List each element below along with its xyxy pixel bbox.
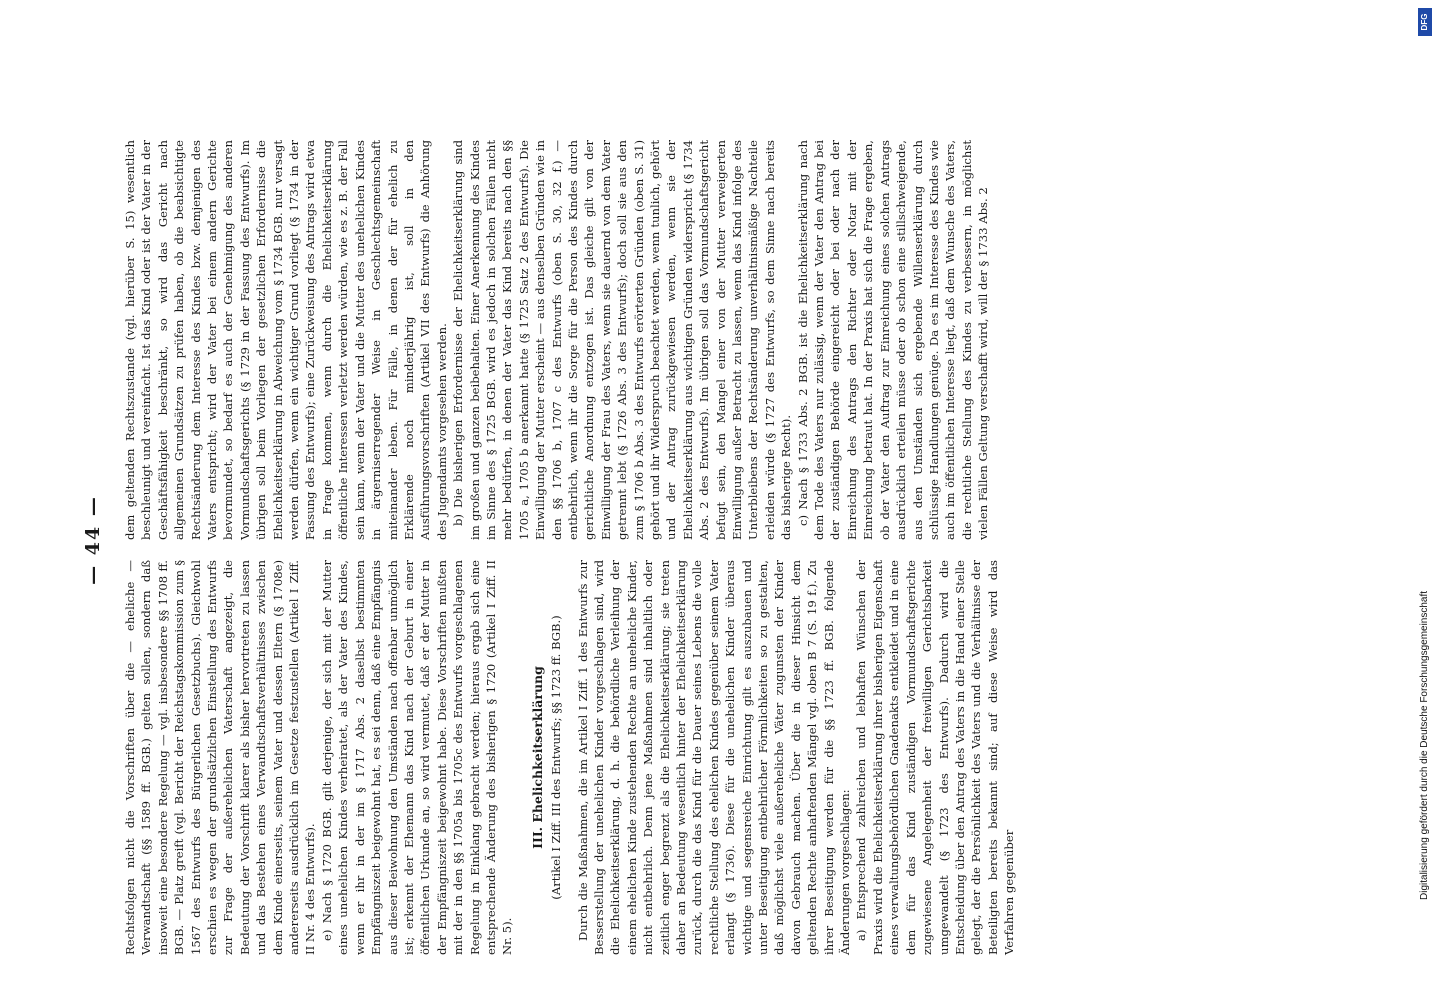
credit-text: Digitalisierung gefördert durch die Deutsche Forschungsgemeinschaft xyxy=(1419,590,1430,900)
paragraph: Rechtsfolgen nicht die Vorschriften über die — eheliche — Verwandtschaft (§§ 1589 ff. BGB.) gelten sollen, sondern daß insoweit eine besondere Regelung — vgl. insbesondere §§ 1708 ff. BGB. — Platz greift (vgl. Bericht der Reichstagskommission zum § 1567 des Entwurfs des Bürgerlichen Gesetzbuchs). Gleichwohl erschien es wegen der grundsätzlichen Einstellung des Entwurfs zur Frage der außerehelichen Vaterschaft angezeigt, die Bedeutung der Vorschrift klarer als bisher hervortreten zu lassen und das Bestehen eines Verwandtschaftsverhältnisses zwischen dem Kinde einerseits, seinem Vater und dessen Eltern (§ 1708e) andererseits ausdrücklich im Gesetze festzustellen (Artikel I Ziff. II Nr. 4 des Entwurfs). xyxy=(123,560,318,955)
paragraph: e) Nach § 1720 BGB. gilt derjenige, der sich mit der Mutter eines unehelichen Kindes verheiratet, als der Vater des Kindes, wenn er ihr in der im § 1717 Abs. 2 daselbst bestimmten Empfängniszeit beigewohnt hat, es sei denn, daß eine Empfängnis aus dieser Beiwohnung den Umständen nach offenbar unmöglich ist; erkennt der Ehemann das Kind nach der Geburt in einer öffentlichen Urkunde an, so wird vermutet, daß er der Mutter in der Empfängniszeit beigewohnt habe. Diese Vorschriften mußten mit der in den §§ 1705a bis 1705c des Entwurfs vorgeschlagenen Regelung in Einklang gebracht werden; hieraus ergab sich eine entsprechende Änderung des bisherigen § 1720 (Artikel I Ziff. II Nr. 5). xyxy=(319,560,515,955)
right-column xyxy=(122,140,991,540)
dfg-logo-text: DFG xyxy=(1420,13,1429,31)
paragraph: c) Nach § 1733 Abs. 2 BGB. ist die Ehelichkeitserklärung nach dem Tode des Vaters nur zulässig, wenn der Vater den Antrag bei der zuständigen Behörde eingereicht oder bei oder nach der Einreichung des Antrags den Richter oder Notar mit der Einreichung betraut hat. In der Praxis hat sich die Frage ergeben, ob der Vater den Auftrag zur Einreichung eines solchen Antrags ausdrücklich erteilen müsse oder ob schon eine stillschweigende, aus den Umständen sich ergebende Willenserklärung durch schlüssige Handlungen genüge. Da es im Interesse des Kindes wie auch im öffentlichen Interesse liegt, daß dem Wunsche des Vaters, die rechtliche Stellung des Kindes zu verbessern, in möglichst vielen Fällen Geltung verschafft wird, will der § 1733 Abs. 2 xyxy=(795,140,991,540)
paragraph: b) Die bisherigen Erfordernisse der Ehelichkeitserklärung sind im großen und ganzen beibehalten. Einer Anerkennung des Kindes im Sinne des § 1725 BGB. wird es jedoch in solchen Fällen nicht mehr bedürfen, in denen der Vater das Kind bereits nach den §§ 1705 a, 1705 b anerkannt hatte (§ 1725 Satz 2 des Entwurfs). Die Einwilligung der Mutter erscheint — aus denselben Gründen wie in den §§ 1706 b, 1707 c des Entwurfs (oben S. 30, 32 f.) — entbehrlich, wenn ihr die Sorge für die Person des Kindes durch gerichtliche Anordnung entzogen ist. Das gleiche gilt von der Einwilligung der Frau des Vaters, wenn sie dauernd von dem Vater getrennt lebt (§ 1726 Abs. 3 des Entwurfs); doch soll sie aus den zum § 1706 b Abs. 3 des Entwurfs erörterten Gründen (oben S. 31) gehört und ihr Widerspruch beachtet werden, wenn tunlich, gehört und der Antrag zurückgewiesen werden, wenn sie der Ehelichkeitserklärung aus wichtigen Gründen widerspricht (§ 1734 Abs. 2 des Entwurfs). Im übrigen soll das Vormundschaftsgericht befugt sein, den Mangel einer von der Mutter verweigerten Einwilligung außer Betracht zu lassen, wenn das Kind infolge des Unterbleibens der Rechtsänderung unverhältnismäßige Nachteile erleiden würde (§ 1727 des Entwurfs, so dem Sinne nach bereits das bisherige Recht). xyxy=(451,140,794,540)
dfg-logo xyxy=(1418,8,1432,36)
section-heading: III. Ehelichkeitserklärung xyxy=(529,666,545,849)
left-column xyxy=(122,560,1017,955)
paragraph: a) Entsprechend zahlreichen und lebhaften Wünschen der Praxis wird die Ehelichkeitserklärung ihrer bisherigen Eigenschaft eines verwaltungsbehördlichen Gnadenakts entkleidet und in eine dem für das Kind zuständigen Vormundschaftsgerichte zugewiesene Angelegenheit der freiwilligen Gerichtsbarkeit umgewandelt (§ 1723 des Entwurfs). Dadurch wird die Entscheidung über den Antrag des Vaters in die Hand einer Stelle gelegt, der die Persönlichkeit des Vaters und die Verhältnisse der Beteiligten bereits bekannt sind; auf diese Weise wird das Verfahren gegenüber xyxy=(854,560,1017,955)
paragraph: Durch die Maßnahmen, die im Artikel I Ziff. 1 des Entwurfs zur Besserstellung der unehelichen Kinder vorgeschlagen sind, wird die Ehelichkeitserklärung, d. h. die behördliche Verleihung der einem ehelichen Kinde zustehenden Rechte an uneheliche Kinder, nicht entbehrlich. Denn jene Maßnahmen sind inhaltlich oder zeitlich enger begrenzt als die Ehelichkeitserklärung; sie treten daher an Bedeutung wesentlich hinter der Ehelichkeitserklärung zurück, durch die das Kind für die Dauer seines Lebens die volle rechtliche Stellung des ehelichen Kindes gegenüber seinem Vater erlangt (§ 1736). Diese für die unehelichen Kinder überaus wichtige und segensreiche Einrichtung gilt es auszubauen und unter Beseitigung entbehrlicher Förmlichkeiten so zu gestalten, daß möglichst viele außereheliche Väter zugunsten der Kinder davon Gebrauch machen. Über die in dieser Hinsicht dem geltenden Rechte anhaftenden Mängel vgl. oben B 7 (S. 19 f.). Zu ihrer Beseitigung werden für die §§ 1723 ff. BGB. folgende Änderungen vorgeschlagen: xyxy=(575,560,853,955)
page-number: — 44 — xyxy=(82,495,104,585)
scanned-page xyxy=(42,80,1422,1000)
digitization-credit xyxy=(1418,120,1432,900)
paragraph: dem geltenden Rechtszustande (vgl. hierüber S. 15) wesentlich beschleunigt und vereinfacht. Ist das Kind oder ist der Vater in der Geschäftsfähigkeit beschränkt, so wird das Gericht nach allgemeinen Grundsätzen zu prüfen haben, ob die beabsichtigte Rechtsänderung dem Interesse des Kindes bzw. demjenigen des Vaters entspricht; wird der Vater bei einem andern Gerichte bevormundet, so bedarf es auch der Genehmigung des anderen Vormundschaftsgerichts (§ 1729 in der Fassung des Entwurfs). Im übrigen soll beim Vorliegen der gesetzlichen Erfordernisse die Ehelichkeitserklärung in Abweichung vom § 1734 BGB. nur versagt werden dürfen, wenn ein wichtiger Grund vorliegt (§ 1734 in der Fassung des Entwurfs); eine Zurückweisung des Antrags wird etwa in Frage kommen, wenn durch die Ehelichkeitserklärung öffentliche Interessen verletzt werden würden, wie es z. B. der Fall sein kann, wenn der Vater und die Mutter des unehelichen Kindes in ärgerniserregender Weise in Geschlechtsgemeinschaft miteinander leben. Für Fälle, in denen der für ehelich zu Erklärende noch minderjährig ist, soll in den Ausführungsvorschriften (Artikel VII des Entwurfs) die Anhörung des Jugendamts vorgesehen werden. xyxy=(123,140,449,540)
section-subheading: (Artikel I Ziff. III des Entwurfs; §§ 1723 ff. BGB.) xyxy=(549,615,564,900)
